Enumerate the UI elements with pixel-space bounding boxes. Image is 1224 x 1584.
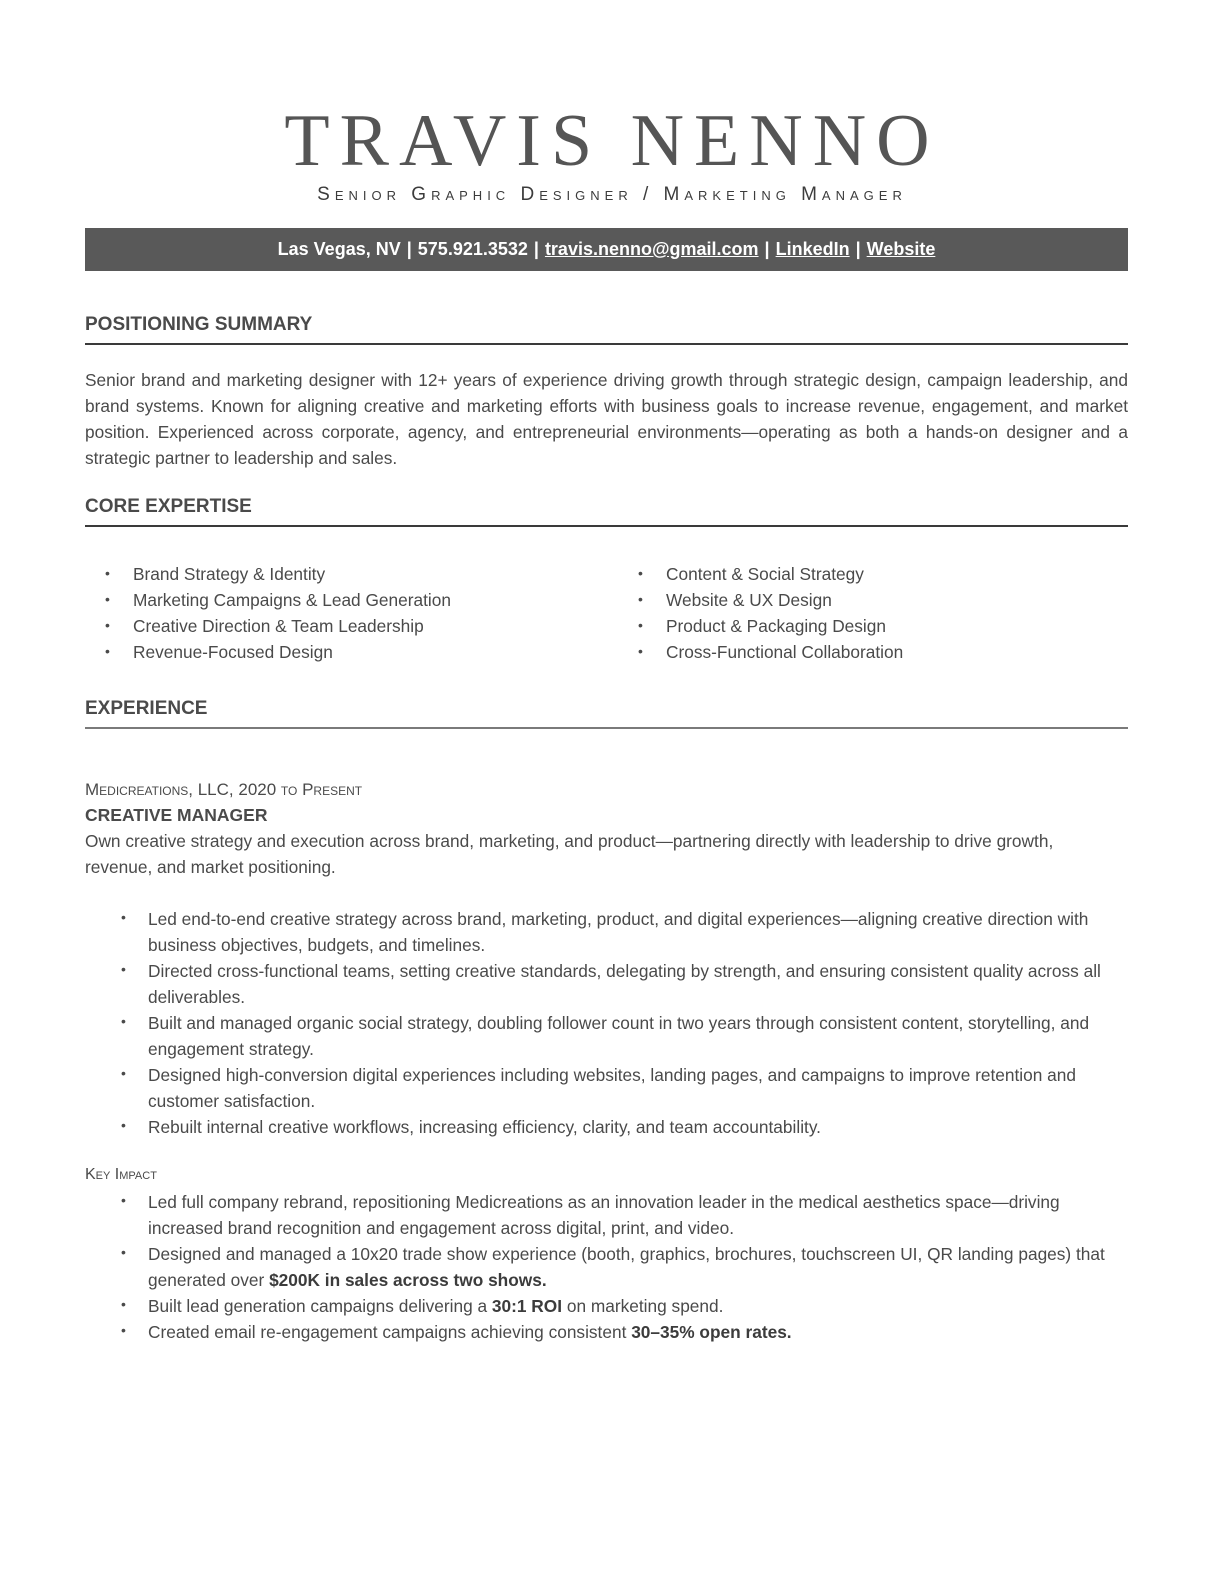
contact-bar [85,228,1128,271]
bullet-icon: • [121,909,126,925]
bullet-icon: • [121,1117,126,1133]
bullet-icon: • [105,591,110,607]
list-item: • Creative Direction & Team Leadership [133,613,451,639]
list-item: • Built and managed organic social strategy, doubling follower count in two years through consistent content, storytelling, and engagement strategy. [148,1010,1128,1062]
job-company-dates: Medicreations, LLC, 2020 to Present [85,780,363,799]
bullet-icon: • [638,643,643,659]
key-impact-list [121,1189,1128,1345]
list-item: • Directed cross-functional teams, setting creative standards, delegating by strength, and ensuring consistent quality across all deliverables. [148,958,1128,1010]
section-heading-summary: POSITIONING SUMMARY [85,313,1128,345]
impact-highlight: 30:1 ROI [491,1296,563,1316]
contact-separator: | [406,239,412,259]
list-item: • Content & Social Strategy [666,561,903,587]
impact-highlight: 30–35% open rates. [631,1322,792,1342]
list-item: • Built lead generation campaigns delivering a 30:1 ROI on marketing spend. [148,1293,1128,1319]
list-item: • Led end-to-end creative strategy across brand, marketing, product, and digital experiences—aligning creative direction with business objectives, budgets, and timelines. [148,906,1128,958]
bullet-icon: • [121,961,126,977]
list-item: • Product & Packaging Design [666,613,903,639]
list-item: • Created email re-engagement campaigns achieving consistent 30–35% open rates. [148,1319,1128,1345]
resume-subtitle: Senior Graphic Designer / Marketing Manager [317,184,907,205]
list-item: • Website & UX Design [666,587,903,613]
bullet-icon: • [638,591,643,607]
list-item: • Revenue-Focused Design [133,639,451,665]
list-item: • Rebuilt internal creative workflows, increasing efficiency, clarity, and team accountability. [148,1114,1128,1140]
linkedin-link[interactable]: LinkedIn [775,239,850,259]
website-link[interactable]: Website [866,239,936,259]
bullet-icon: • [105,617,110,633]
resume-name: TRAVIS NENNO [284,100,940,182]
bullet-icon: • [638,565,643,581]
job-title: CREATIVE MANAGER [85,805,268,825]
expertise-list-right [638,561,904,665]
list-item: • Designed and managed a 10x20 trade show experience (booth, graphics, brochures, touchscreen UI, QR landing pages) that generated over $200K in sales across two shows. [148,1241,1128,1293]
bullet-icon: • [121,1296,126,1312]
contact-phone: 575.921.3532 [417,239,528,259]
contact-separator: | [533,239,539,259]
impact-highlight: $200K in sales across two shows. [269,1270,547,1290]
summary-paragraph: Senior brand and marketing designer with 12+ years of experience driving growth through strategic design, campaign leadership, and brand systems. Known for aligning creative and marketing efforts with business goals to increase revenue, engagement, and market position. Experienced across corporate, agency, and entrepreneurial environments—operating as both a hands-on designer and a strategic partner to leadership and sales. [85,370,1128,468]
list-item: • Cross-Functional Collaboration [666,639,903,665]
job-description: Own creative strategy and execution across brand, marketing, and product—partnering directly with leadership to drive growth, revenue, and market positioning. [85,831,1054,877]
section-heading-experience: EXPERIENCE [85,697,1128,729]
bullet-icon: • [105,565,110,581]
bullet-icon: • [121,1322,126,1338]
list-item: • Marketing Campaigns & Lead Generation [133,587,451,613]
bullet-icon: • [121,1192,126,1208]
contact-location: Las Vegas, NV [277,239,401,259]
section-heading-expertise: CORE EXPERTISE [85,495,1128,527]
job-responsibilities-list [121,906,1128,1140]
list-item: • Led full company rebrand, repositioning Medicreations as an innovation leader in the medical aesthetics space—driving increased brand recognition and engagement across digital, print, and video. [148,1189,1128,1241]
contact-separator: | [764,239,770,259]
list-item: • Designed high-conversion digital experiences including websites, landing pages, and campaigns to improve retention and customer satisfaction. [148,1062,1128,1114]
bullet-icon: • [638,617,643,633]
contact-separator: | [855,239,861,259]
email-link[interactable]: travis.nenno@gmail.com [544,239,759,259]
bullet-icon: • [121,1244,126,1260]
key-impact-heading: Key Impact [85,1166,157,1183]
list-item: • Brand Strategy & Identity [133,561,451,587]
bullet-icon: • [121,1013,126,1029]
bullet-icon: • [105,643,110,659]
expertise-list-left [105,561,451,665]
bullet-icon: • [121,1065,126,1081]
